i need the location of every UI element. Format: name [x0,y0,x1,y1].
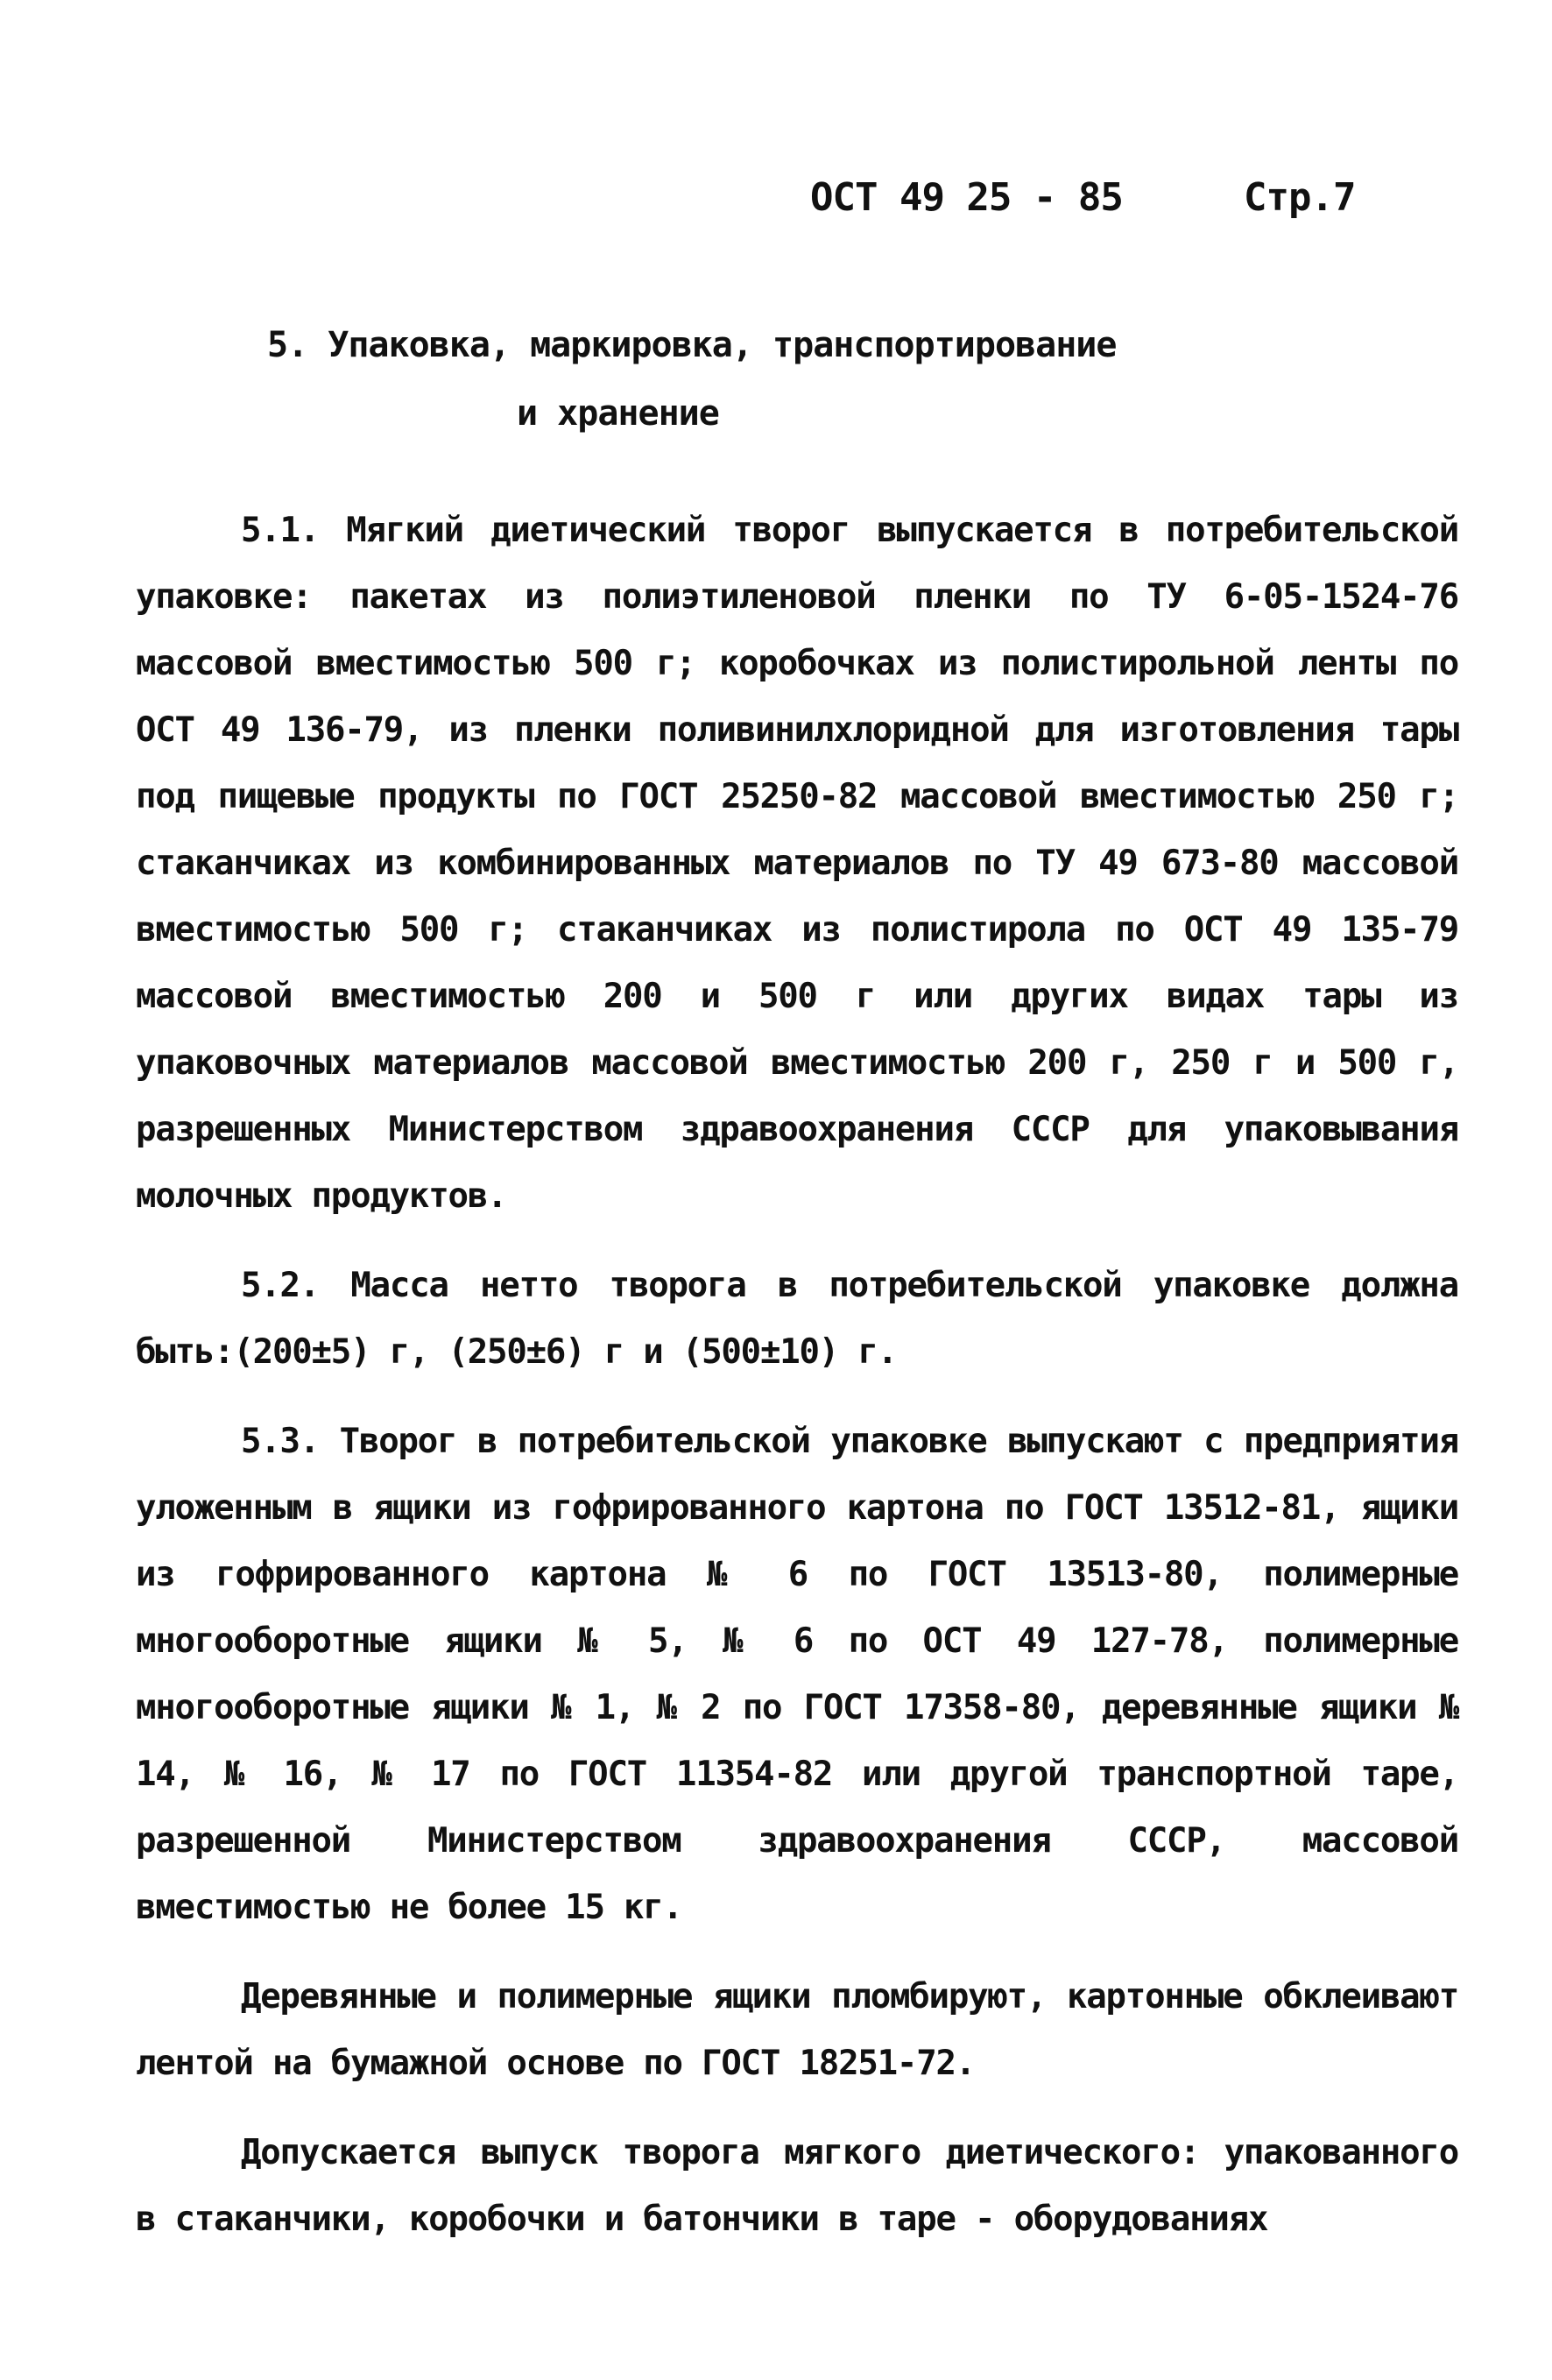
paragraph-5-2: 5.2. Масса нетто творога в потребительской упаковке должна быть:(200±5) г, (250±6) г и (500±10) г. [136,1266,1458,1372]
body-text [136,498,1458,2253]
document-code: ОСТ 49 25 - 85 [810,175,1123,220]
paragraph-5-3: 5.3. Творог в потребительской упаковке выпускают с предприятия уложенным в ящики из гофрированного картона по ГОСТ 13512-81, ящики из гофрированного картона № 6 по ГОСТ 13513-80, полимерные многооборотные ящики № 5, № 6 по ОСТ 49 127-78, полимерные многооборотные ящики № 1, № 2 по ГОСТ 17358-80, деревянные ящики № 14, № 16, № 17 по ГОСТ 11354-82 или другой транспортной таре, разрешенной Министерством здравоохранения СССР, массовой вместимостью не более 15 кг. [136,1422,1458,1927]
paragraph-permitted-release: Допускается выпуск творога мягкого диетического: упакованного в стаканчики, коробочки и батончики в таре - оборудованиях [136,2133,1458,2239]
section-title-line-1: 5. Упаковка, маркировка, транспортирование [267,325,1117,365]
section-title-line-2: и хранение [517,393,719,434]
section-title [267,311,1187,448]
paragraph-5-1: 5.1. Мягкий диетический творог выпускается в потребительской упаковке: пакетах из полиэтиленовой пленки по ТУ 6-05-1524-76 массовой вместимостью 500 г; коробочках из полистирольной ленты по ОСТ 49 136-79, из пленки поливинилхлоридной для изготовления тары под пищевые продукты по ГОСТ 25250-82 массовой вместимостью 250 г; стаканчиках из комбинированных материалов по ТУ 49 673-80 массовой вместимостью 500 г; стаканчиках из полистирола по ОСТ 49 135-79 массовой вместимостью 200 и 500 г или других видах тары из упаковочных материалов массовой вместимостью 200 г, 250 г и 500 г, разрешенных Министерством здравоохранения СССР для упаковывания молочных продуктов. [136,511,1458,1216]
paragraph-sealing: Деревянные и полимерные ящики пломбируют, картонные обклеивают лентой на бумажной основе по ГОСТ 18251-72. [136,1977,1458,2083]
page-number: Стр.7 [1244,175,1356,220]
